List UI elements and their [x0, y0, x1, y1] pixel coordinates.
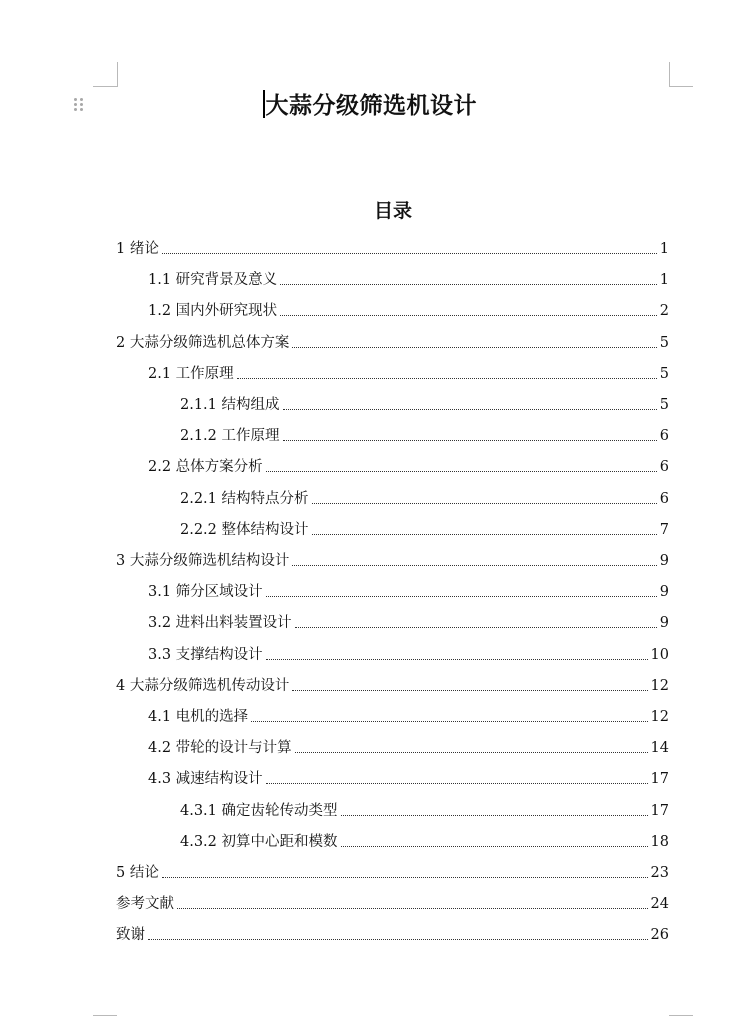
toc-entry-title: 5 结论 — [116, 865, 159, 881]
toc-entry[interactable] — [148, 267, 669, 289]
text-cursor — [263, 90, 265, 118]
toc-entry[interactable] — [148, 579, 669, 601]
toc-entry[interactable] — [148, 298, 669, 320]
toc-entry-page-number: 5 — [659, 397, 669, 413]
toc-dot-leader — [148, 939, 648, 940]
toc-entry[interactable] — [148, 454, 669, 476]
toc-entry-title: 3.1 筛分区域设计 — [148, 584, 263, 601]
toc-dot-leader — [341, 815, 648, 816]
toc-entry-page-number: 10 — [650, 646, 669, 663]
toc-dot-leader — [295, 627, 657, 628]
toc-entry-title: 3 大蒜分级筛选机结构设计 — [116, 553, 290, 569]
toc-entry-title: 1.2 国内外研究现状 — [148, 303, 278, 320]
toc-entry[interactable] — [116, 236, 669, 258]
toc-dot-leader — [292, 347, 656, 348]
toc-entry-page-number: 1 — [659, 272, 669, 289]
toc-entry[interactable] — [148, 642, 669, 664]
toc-entry-title: 2.2 总体方案分析 — [148, 459, 263, 476]
crop-mark-top-left — [117, 62, 118, 87]
toc-heading: 目录 — [373, 200, 412, 222]
toc-dot-leader — [341, 846, 648, 847]
toc-entry-page-number: 26 — [650, 927, 669, 944]
toc-entry-page-number: 24 — [650, 896, 669, 913]
toc-entry-title: 2.2.2 整体结构设计 — [180, 521, 309, 538]
toc-dot-leader — [312, 503, 657, 504]
toc-entry-title: 4.3 减速结构设计 — [148, 771, 263, 788]
toc-entry-title: 2.1.1 结构组成 — [180, 397, 280, 413]
toc-dot-leader — [283, 409, 657, 410]
toc-dot-leader — [312, 534, 657, 535]
toc-dot-leader — [266, 783, 648, 784]
toc-entry-title: 1 绪论 — [116, 241, 159, 257]
toc-entry-page-number: 17 — [650, 802, 669, 819]
toc-dot-leader — [266, 596, 657, 597]
toc-dot-leader — [295, 752, 648, 753]
toc-dot-leader — [177, 908, 648, 909]
toc-entry-title: 3.2 进料出料装置设计 — [148, 615, 292, 632]
toc-entry-title: 参考文献 — [116, 896, 174, 913]
toc-dot-leader — [251, 721, 647, 722]
toc-entry-page-number: 12 — [650, 709, 669, 725]
toc-entry-title: 1.1 研究背景及意义 — [148, 272, 278, 289]
toc-entry-title: 致谢 — [116, 927, 145, 944]
toc-dot-leader — [266, 659, 648, 660]
toc-entry-page-number: 6 — [659, 459, 669, 476]
toc-dot-leader — [283, 440, 657, 441]
toc-entry-page-number: 17 — [650, 771, 669, 788]
toc-entry[interactable] — [148, 610, 669, 632]
toc-dot-leader — [162, 877, 648, 878]
toc-entry-page-number: 23 — [650, 865, 669, 881]
toc-entry-title: 4.1 电机的选择 — [148, 709, 249, 725]
crop-mark-top-right — [669, 86, 693, 87]
toc-dot-leader — [292, 565, 656, 566]
toc-entry[interactable] — [116, 891, 669, 913]
toc-entry[interactable] — [180, 392, 669, 414]
toc-entry[interactable] — [180, 517, 669, 539]
toc-entry-page-number: 14 — [650, 740, 669, 757]
crop-mark-bottom-left — [93, 1015, 117, 1016]
toc-entry-title: 2 大蒜分级筛选机总体方案 — [116, 334, 290, 351]
toc-entry-title: 4.3.2 初算中心距和模数 — [180, 833, 338, 850]
toc-entry-page-number: 12 — [650, 677, 669, 694]
document-title[interactable] — [0, 88, 740, 124]
toc-entry-page-number: 9 — [659, 615, 669, 632]
toc-entry-title: 4 大蒜分级筛选机传动设计 — [116, 677, 290, 694]
toc-dot-leader — [280, 284, 657, 285]
toc-dot-leader — [266, 471, 657, 472]
toc-dot-leader — [237, 378, 657, 379]
toc-dot-leader — [162, 253, 657, 254]
crop-mark-bottom-right — [669, 1015, 693, 1016]
toc-entry-title: 2.2.1 结构特点分析 — [180, 490, 309, 507]
toc-entry[interactable] — [148, 361, 669, 383]
toc-entry-page-number: 6 — [659, 490, 669, 507]
toc-entry-page-number: 5 — [659, 365, 669, 382]
toc-entry[interactable] — [180, 423, 669, 445]
toc-entry[interactable] — [180, 829, 669, 851]
toc-entry-page-number: 1 — [659, 241, 669, 257]
toc-entry-page-number: 6 — [659, 428, 669, 445]
crop-mark-top-right — [669, 62, 670, 87]
toc-entry-title: 4.2 带轮的设计与计算 — [148, 740, 292, 757]
toc-entry-page-number: 18 — [650, 833, 669, 850]
toc-entry[interactable] — [148, 766, 669, 788]
toc-entry-page-number: 9 — [659, 553, 669, 569]
document-title-text: 大蒜分级筛选机设计 — [265, 92, 477, 119]
toc-entry-title: 2.1 工作原理 — [148, 365, 234, 382]
toc-entry-title: 3.3 支撑结构设计 — [148, 646, 263, 663]
toc-entry[interactable] — [148, 704, 669, 726]
toc-entry[interactable] — [116, 860, 669, 882]
toc-dot-leader — [280, 315, 657, 316]
toc-entry-title: 2.1.2 工作原理 — [180, 428, 280, 445]
toc-entry[interactable] — [116, 330, 669, 352]
toc-entry-page-number: 5 — [659, 334, 669, 351]
toc-entry[interactable] — [148, 735, 669, 757]
toc-entry[interactable] — [180, 798, 669, 820]
toc-entry[interactable] — [180, 486, 669, 508]
toc-entry[interactable] — [116, 922, 669, 944]
toc-entry-page-number: 2 — [659, 303, 669, 320]
toc-entry[interactable] — [116, 673, 669, 695]
crop-mark-top-left — [93, 86, 117, 87]
toc-entry-page-number: 7 — [659, 521, 669, 538]
toc-entry-title: 4.3.1 确定齿轮传动类型 — [180, 802, 338, 819]
toc-dot-leader — [292, 690, 647, 691]
toc-entry[interactable] — [116, 548, 669, 570]
toc-entry-page-number: 9 — [659, 584, 669, 601]
